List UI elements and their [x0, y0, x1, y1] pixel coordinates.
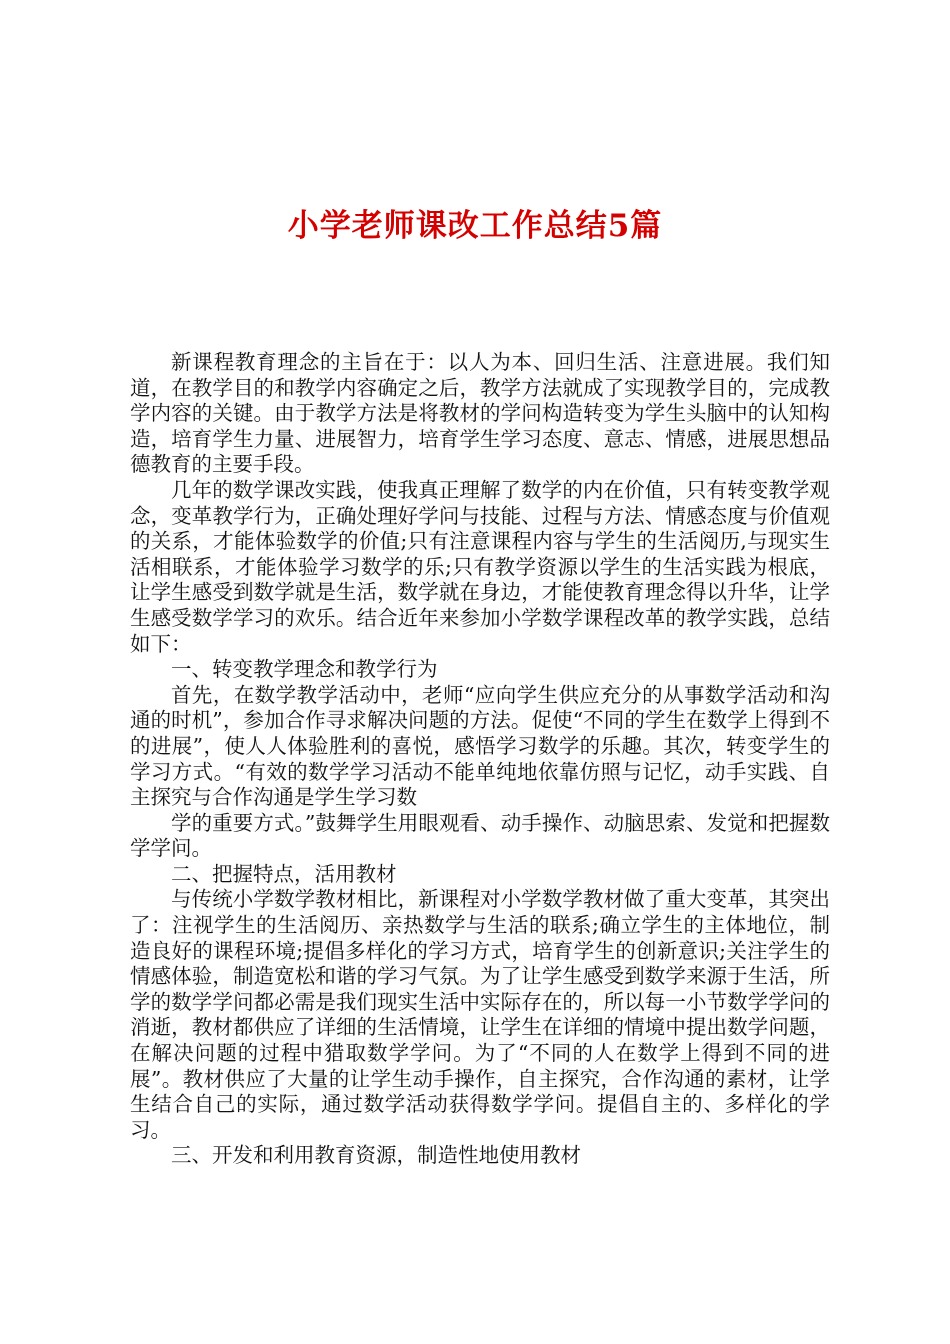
paragraph-practice: 几年的数学课改实践，使我真正理解了数学的内在价值，只有转变教学观念，变革教学行为，正确处理好学问与技能、过程与方法、情感态度与价值观的关系，才能体验数学的价值;只有注意课程内容与学生的生活阅历,与现实生活相联系，才能体验学习数学的乐;只有教学资源以学生的生活实践为根底，让学生感受到数学就是生活，数学就在身边，才能使教育理念得以升华，让学生感受数学学习的欢乐。结合近年来参加小学数学课程改革的教学实践，总结如下：	[130, 477, 830, 656]
paragraph-section-2: 与传统小学数学教材相比，新课程对小学数学教材做了重大变革，其突出了：注视学生的生活阅历、亲热数学与生活的联系;确立学生的主体地位，制造良好的课程环境;提倡多样化的学习方式，培育学生的创新意识;关注学生的情感体验，制造宽松和谐的学习气氛。为了让学生感受到数学来源于生活，所学的数学学问都必需是我们现实生活中实际存在的，所以每一小节数学学问的消逝，教材都供应了详细的生活情境，让学生在详细的情境中提出数学问题，在解决问题的过程中猎取数学学问。为了“不同的人在数学上得到不同的进展”。教材供应了大量的让学生动手操作，自主探究，合作沟通的素材，让学生结合自己的实际，通过数学活动获得数学学问。提倡自主的、多样化的学习。	[130, 887, 830, 1142]
paragraph-section-1-cont: 学的重要方式。”鼓舞学生用眼观看、动手操作、动脑思索、发觉和把握数学学问。	[130, 810, 830, 861]
document-title: 小学老师课改工作总结5篇	[287, 208, 663, 244]
document-body	[130, 350, 830, 1169]
section-heading-2: 二、把握特点，活用教材	[171, 861, 397, 886]
paragraph-intro: 新课程教育理念的主旨在于：以人为本、回归生活、注意进展。我们知道，在教学目的和教学内容确定之后，教学方法就成了实现教学目的，完成教学内容的关键。由于教学方法是将教材的学问构造转变为学生头脑中的认知构造，培育学生力量、进展智力，培育学生学习态度、意志、情感，进展思想品德教育的主要手段。	[130, 350, 830, 477]
section-heading-3: 三、开发和利用教育资源，制造性地使用教材	[171, 1143, 581, 1168]
section-heading-1: 一、转变教学理念和教学行为	[171, 657, 438, 682]
paragraph-section-1: 首先，在数学教学活动中，老师“应向学生供应充分的从事数学活动和沟通的时机”，参加合作寻求解决问题的方法。促使“不同的学生在数学上得到不的进展”，使人人体验胜利的喜悦，感悟学习数学的乐趣。其次，转变学生的学习方式。“有效的数学学习活动不能单纯地依靠仿照与记忆，动手实践、自主探究与合作沟通是学生学习数	[130, 682, 830, 810]
